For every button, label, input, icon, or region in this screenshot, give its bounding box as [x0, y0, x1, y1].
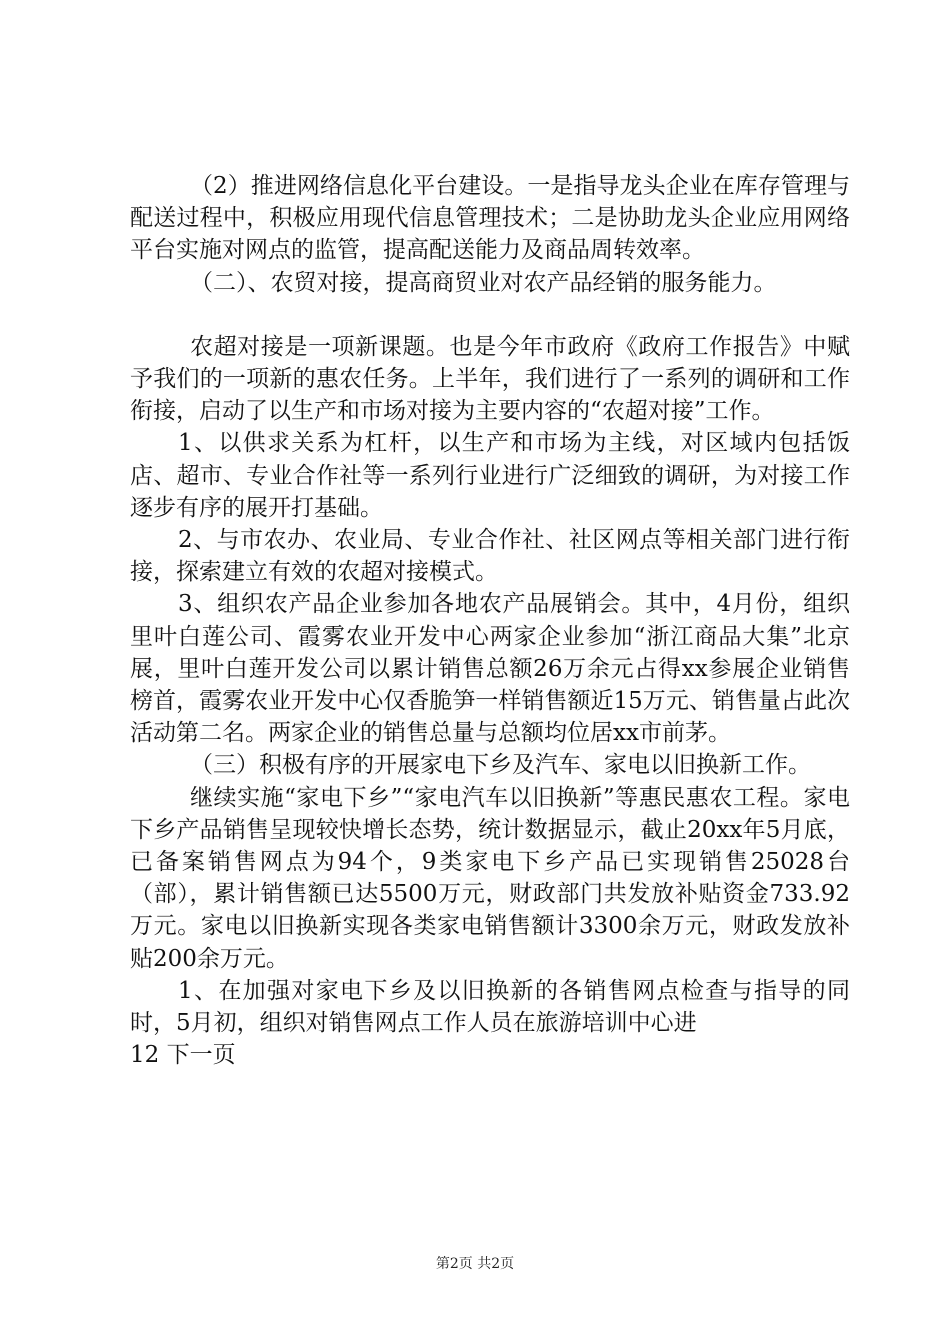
document-body — [130, 170, 850, 1071]
paragraph-item-1-inspection: 1、在加强对家电下乡及以旧换新的各销售网点检查与指导的同时，5月初，组织对销售网点工作人员在旅游培训中心进 — [130, 977, 850, 1037]
section-heading-appliances: （三）积极有序的开展家电下乡及汽车、家电以旧换新工作。 — [190, 752, 811, 779]
paragraph-item-3-expo: 3、组织农产品企业参加各地农产品展销会。其中，4月份，组织里叶白莲公司、霞雾农业开发中心两家企业参加“浙江商品大集”北京展，里叶白莲开发公司以累计销售总额26万余元占得xx参展企业销售榜首，霞雾农业开发中心仅香脆笋一样销售额近15万元、销售量占此次活动第二名。两家企业的销售总量与总额均位居xx市前茅。 — [130, 591, 850, 747]
paragraph-farm-supermarket: 农超对接是一项新课题。也是今年市政府《政府工作报告》中赋予我们的一项新的惠农任务。上半年，我们进行了一系列的调研和工作衔接，启动了以生产和市场对接为主要内容的“农超对接”工作。 — [130, 333, 850, 425]
paragraph-appliance-sales: 继续实施“家电下乡”“家电汽车以旧换新”等惠民惠农工程。家电下乡产品销售呈现较快增长态势，统计数据显示，截止20xx年5月底，已备案销售网点为94个，9类家电下乡产品已实现销售25028台（部），累计销售额已达5500万元，财政部门共发放补贴资金733.92万元。家电以旧换新实现各类家电销售额计3300余万元，财政发放补贴200余万元。 — [130, 784, 850, 972]
paragraph-item-2-coordination: 2、与市农办、农业局、专业合作社、社区网点等相关部门进行衔接，探索建立有效的农超对接模式。 — [130, 527, 850, 586]
section-heading-agri-trade: （二）、农贸对接，提高商贸业对农产品经销的服务能力。 — [190, 269, 777, 296]
next-page-link[interactable]: 12 下一页 — [130, 1042, 236, 1069]
page-footer: 第2页 共2页 — [435, 1256, 515, 1272]
paragraph-network-platform: （2）推进网络信息化平台建设。一是指导龙头企业在库存管理与配送过程中，积极应用现代信息管理技术；二是协助龙头企业应用网络平台实施对网点的监管，提高配送能力及商品周转效率。 — [130, 173, 850, 264]
paragraph-item-1-research: 1、以供求关系为杠杆，以生产和市场为主线，对区域内包括饭店、超市、专业合作社等一系列行业进行广泛细致的调研，为对接工作逐步有序的展开打基础。 — [130, 430, 850, 521]
